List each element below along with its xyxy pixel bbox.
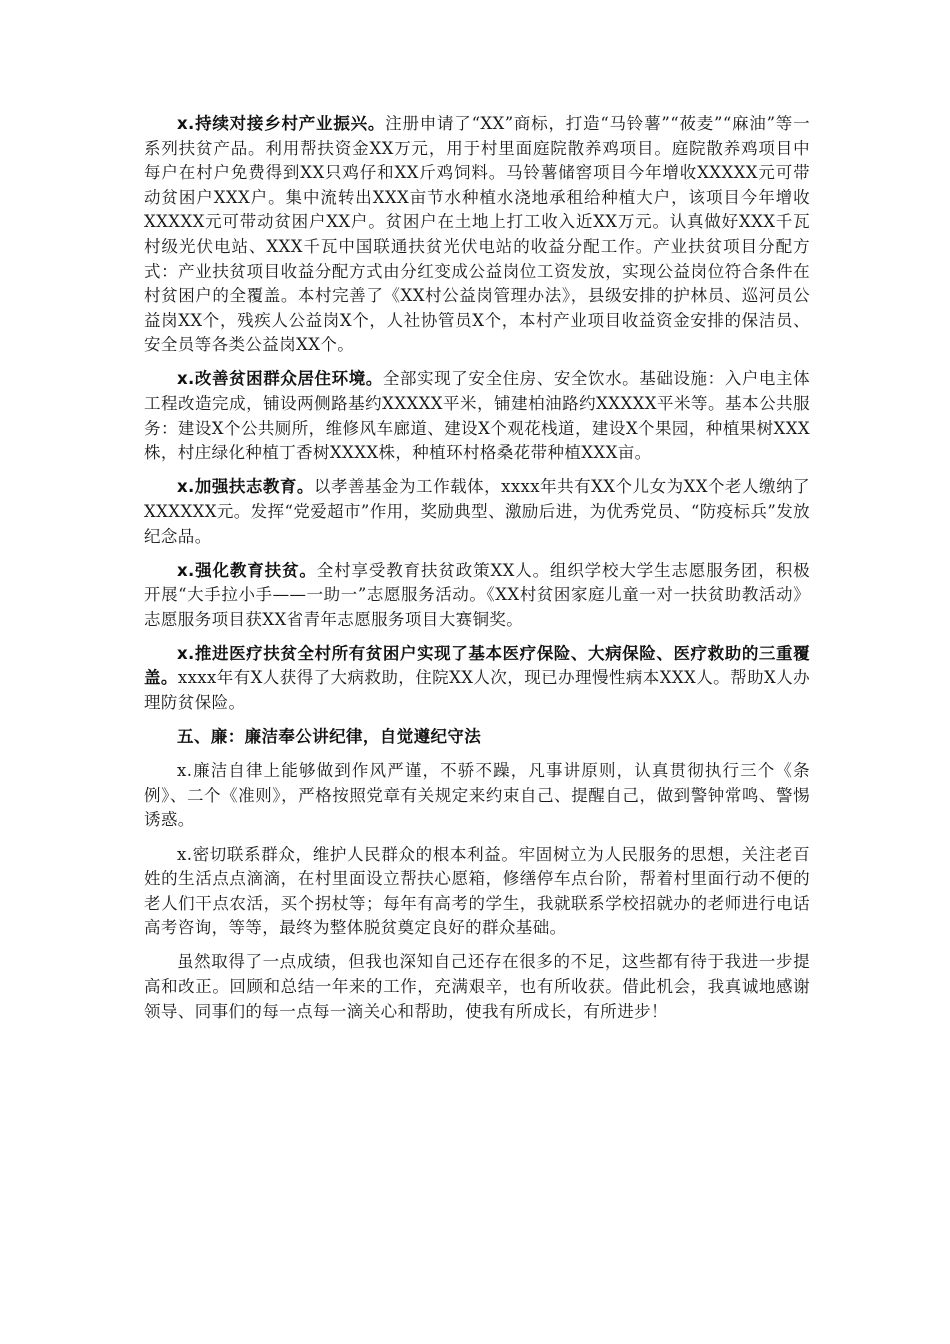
- paragraph-text: 以孝善基金为工作载体，xxxx年共有XX个儿女为XX个老人缴纳了XXXXXX元。发挥“党爱超市”作用，奖励典型、激励后进，为优秀党员、“防疫标兵”发放纪念品。: [144, 477, 810, 546]
- paragraph-lead: x.持续对接乡村产业振兴。: [177, 114, 386, 133]
- paragraph-text: xxxx年有X人获得了大病救助，住院XX人次，现已办理慢性病本XXX人。帮助X人办理防贫保险。: [144, 668, 810, 713]
- paragraph-lead: x.改善贫困群众居住环境。: [177, 369, 383, 389]
- paragraph-living-environment: [144, 367, 810, 465]
- paragraph-text: 全村享受教育扶贫政策XX人。组织学校大学生志愿服务团，积极开展“大手拉小手——一助一”志愿服务活动。《XX村贫困家庭儿童一对一扶贫助教活动》志愿服务项目获XX省青年志愿服务项目大赛铜奖。: [144, 560, 811, 629]
- document-body: [144, 112, 810, 1034]
- paragraph-text: 注册申请了“XX”商标，打造“马铃薯”“莜麦”“麻油”等一系列扶贫产品。利用帮扶资金XX万元，用于村里面庭院散养鸡项目。庭院散养鸡项目中每户在村户免费得到XX只鸡仔和XX斤鸡饲料。马铃薯储窖项目今年增收XXXXX元可带动贫困户XXX户。集中流转出XXX亩节水种植水浇地承租给种植大户，该项目今年增收XXXXX元可带动贫困户XX户。贫困户在土地上打工收入近XX万元。认真做好XXX千瓦村级光伏电站、XXX千瓦中国联通扶贫光伏电站的收益分配工作。产业扶贫项目分配方式：产业扶贫项目收益分配方式由分红变成公益岗位工资发放，实现公益岗位符合条件在村贫困户的全覆盖。本村完善了《XX村公益岗管理办法》，县级安排的护林员、巡河员公益岗XX个，残疾人公益岗X个，人社协管员X个，本村产业项目收益资金安排的保洁员、安全员等各类公益岗XX个。: [144, 114, 810, 355]
- paragraph-medical-poverty-relief: [144, 642, 810, 716]
- paragraph-industry-revitalization: [144, 112, 810, 358]
- paragraph-self-discipline: x.廉洁自律上能够做到作风严谨，不骄不躁，凡事讲原则，认真贯彻执行三个《条例》、二个《准则》，严格按照党章有关规定来约束自己、提醒自己，做到警钟常鸣、警惕诱惑。: [144, 761, 810, 830]
- paragraph-aspiration-education: [144, 475, 810, 549]
- paragraph-lead: x.强化教育扶贫。: [177, 560, 317, 580]
- paragraph-text: 全部实现了安全住房、安全饮水。基础设施：入户电主体工程改造完成，铺设两侧路基约XXXXX平米，铺建柏油路约XXXXX平米等。基本公共服务：建设X个公共厕所，维修风车廊道、建设X个观花栈道，建设X个果园，种植果树XXX株，村庄绿化种植丁香树XXXX株，种植环村格桑花带种植XXX亩。: [144, 369, 810, 463]
- paragraph-lead: x.推进医疗扶贫全村所有贫困户实现了基本医疗保险、大病保险、医疗救助的三重覆盖。: [144, 643, 810, 688]
- paragraph-conclusion: 虽然取得了一点成绩，但我也深知自己还存在很多的不足，这些都有待于我进一步提高和改正。回顾和总结一年来的工作，充满艰辛，也有所收获。借此机会，我真诚地感谢领导、同事们的每一点每一滴关心和帮助，使我有所成长，有所进步！: [144, 952, 810, 1021]
- paragraph-lead: x.加强扶志教育。: [177, 477, 314, 497]
- paragraph-mass-connection: x.密切联系群众，维护人民群众的根本利益。牢固树立为人民服务的思想，关注老百姓的生活点点滴滴，在村里面设立帮扶心愿箱，修缮停车点台阶，帮着村里面行动不便的老人们干点农活，买个拐杖等；每年有高考的学生，我就联系学校招就办的老师进行电话高考咨询，等等，最终为整体脱贫奠定良好的群众基础。: [144, 844, 810, 938]
- paragraph-education-poverty-relief: [144, 559, 810, 633]
- section-heading-integrity: 五、廉：廉洁奉公讲纪律，自觉遵纪守法: [177, 727, 482, 747]
